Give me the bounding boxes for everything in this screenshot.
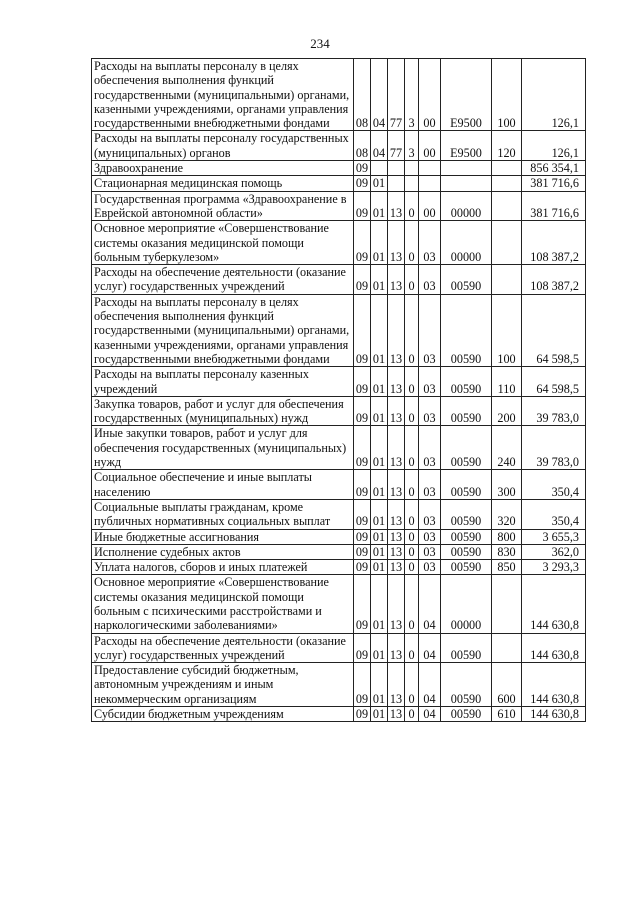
table-row [92, 191, 586, 221]
row-section-code: 08 [354, 59, 371, 131]
row-subsection-code: 01 [371, 499, 388, 529]
row-amount: 126,1 [522, 59, 586, 131]
row-subprogram-code: 0 [405, 560, 419, 575]
row-direction-code: 00 [419, 191, 441, 221]
row-expense-code: 00590 [441, 265, 492, 295]
row-name: Расходы на обеспечение деятельности (оказание услуг) государственных учреждений [92, 265, 354, 295]
row-subsection-code: 01 [371, 176, 388, 191]
table-row [92, 265, 586, 295]
row-expense-code: 00590 [441, 544, 492, 559]
row-expense-code: 00000 [441, 191, 492, 221]
table-row [92, 426, 586, 470]
row-expense-code: Е9500 [441, 59, 492, 131]
row-expense-type-code [492, 176, 522, 191]
row-amount: 39 783,0 [522, 396, 586, 426]
row-name: Предоставление субсидий бюджетным, автономным учреждениям и иным некоммерческим организациям [92, 663, 354, 707]
row-name: Уплата налогов, сборов и иных платежей [92, 560, 354, 575]
table-row [92, 529, 586, 544]
row-section-code: 09 [354, 470, 371, 500]
row-expense-code: 00590 [441, 499, 492, 529]
row-name: Иные бюджетные ассигнования [92, 529, 354, 544]
row-section-code: 09 [354, 161, 371, 176]
row-expense-type-code: 100 [492, 59, 522, 131]
row-section-code: 09 [354, 367, 371, 397]
row-subsection-code [371, 161, 388, 176]
row-expense-type-code: 600 [492, 663, 522, 707]
row-subsection-code: 01 [371, 265, 388, 295]
row-subsection-code: 04 [371, 131, 388, 161]
table-row [92, 633, 586, 663]
table-row [92, 131, 586, 161]
row-subsection-code: 01 [371, 294, 388, 366]
row-name: Расходы на выплаты персоналу в целях обеспечения выполнения функций государственными (муниципальными) органами, казенными учреждениями, органами управления государственными внебюджетными фондами [92, 294, 354, 366]
row-direction-code: 00 [419, 59, 441, 131]
row-program-code: 13 [388, 470, 405, 500]
row-name: Государственная программа «Здравоохранение в Еврейской автономной области» [92, 191, 354, 221]
table-row [92, 294, 586, 366]
row-subprogram-code: 3 [405, 59, 419, 131]
row-subprogram-code: 0 [405, 470, 419, 500]
row-expense-code: 00000 [441, 221, 492, 265]
row-section-code: 08 [354, 131, 371, 161]
row-program-code: 13 [388, 294, 405, 366]
row-amount: 144 630,8 [522, 575, 586, 633]
row-expense-code: 00590 [441, 396, 492, 426]
row-amount: 144 630,8 [522, 663, 586, 707]
row-expense-code: 00590 [441, 633, 492, 663]
row-name: Расходы на выплаты персоналу в целях обеспечения выполнения функций государственными (муниципальными) органами, казенными учреждениями, органами управления государственными внебюджетными фондами [92, 59, 354, 131]
row-expense-type-code: 240 [492, 426, 522, 470]
row-section-code: 09 [354, 294, 371, 366]
row-subsection-code: 01 [371, 426, 388, 470]
row-program-code: 13 [388, 633, 405, 663]
row-direction-code: 03 [419, 265, 441, 295]
row-section-code: 09 [354, 191, 371, 221]
row-expense-type-code: 100 [492, 294, 522, 366]
row-direction-code: 03 [419, 529, 441, 544]
row-amount: 144 630,8 [522, 633, 586, 663]
row-subprogram-code: 0 [405, 396, 419, 426]
row-expense-code: 00590 [441, 367, 492, 397]
row-amount: 108 387,2 [522, 221, 586, 265]
row-program-code: 13 [388, 575, 405, 633]
row-subsection-code: 01 [371, 707, 388, 722]
row-subprogram-code: 0 [405, 633, 419, 663]
page-number: 234 [310, 36, 330, 51]
row-name: Основное мероприятие «Совершенствование системы оказания медицинской помощи больным с психическими расстройствами и наркологическими заболеваниями» [92, 575, 354, 633]
row-program-code: 77 [388, 131, 405, 161]
budget-table-body [92, 59, 586, 722]
row-subsection-code: 01 [371, 221, 388, 265]
row-amount: 64 598,5 [522, 294, 586, 366]
row-name: Здравоохранение [92, 161, 354, 176]
row-direction-code: 03 [419, 544, 441, 559]
row-expense-code: 00590 [441, 470, 492, 500]
row-section-code: 09 [354, 575, 371, 633]
row-expense-type-code: 610 [492, 707, 522, 722]
row-subsection-code: 01 [371, 560, 388, 575]
row-direction-code: 03 [419, 560, 441, 575]
table-row [92, 544, 586, 559]
row-subsection-code: 01 [371, 470, 388, 500]
row-amount: 3 655,3 [522, 529, 586, 544]
row-subprogram-code: 0 [405, 529, 419, 544]
row-program-code: 13 [388, 221, 405, 265]
row-direction-code: 03 [419, 470, 441, 500]
row-expense-type-code [492, 633, 522, 663]
row-expense-code [441, 161, 492, 176]
row-program-code: 13 [388, 396, 405, 426]
row-direction-code: 03 [419, 294, 441, 366]
row-section-code: 09 [354, 499, 371, 529]
row-subprogram-code: 0 [405, 544, 419, 559]
row-program-code: 13 [388, 560, 405, 575]
row-name: Основное мероприятие «Совершенствование системы оказания медицинской помощи больным туберкулезом» [92, 221, 354, 265]
table-row [92, 663, 586, 707]
row-amount: 350,4 [522, 499, 586, 529]
table-row [92, 707, 586, 722]
row-expense-type-code: 830 [492, 544, 522, 559]
row-section-code: 09 [354, 426, 371, 470]
row-subprogram-code: 0 [405, 367, 419, 397]
table-row [92, 221, 586, 265]
row-section-code: 09 [354, 396, 371, 426]
row-program-code [388, 176, 405, 191]
row-amount: 381 716,6 [522, 191, 586, 221]
row-subprogram-code: 0 [405, 221, 419, 265]
row-direction-code [419, 176, 441, 191]
row-expense-code: 00590 [441, 663, 492, 707]
row-subsection-code: 01 [371, 396, 388, 426]
row-expense-type-code [492, 265, 522, 295]
row-section-code: 09 [354, 529, 371, 544]
row-amount: 362,0 [522, 544, 586, 559]
row-section-code: 09 [354, 707, 371, 722]
row-direction-code: 03 [419, 499, 441, 529]
row-subsection-code: 01 [371, 544, 388, 559]
row-direction-code [419, 161, 441, 176]
row-direction-code: 04 [419, 663, 441, 707]
row-expense-type-code: 300 [492, 470, 522, 500]
row-section-code: 09 [354, 265, 371, 295]
row-subsection-code: 04 [371, 59, 388, 131]
row-amount: 64 598,5 [522, 367, 586, 397]
row-expense-code: Е9500 [441, 131, 492, 161]
row-subprogram-code: 0 [405, 426, 419, 470]
table-row [92, 396, 586, 426]
row-name: Закупка товаров, работ и услуг для обеспечения государственных (муниципальных) нужд [92, 396, 354, 426]
row-amount: 350,4 [522, 470, 586, 500]
row-expense-type-code: 110 [492, 367, 522, 397]
row-direction-code: 00 [419, 131, 441, 161]
row-program-code: 13 [388, 544, 405, 559]
row-subprogram-code: 0 [405, 499, 419, 529]
row-expense-type-code: 200 [492, 396, 522, 426]
row-direction-code: 04 [419, 633, 441, 663]
row-expense-code: 00590 [441, 294, 492, 366]
row-subsection-code: 01 [371, 633, 388, 663]
row-program-code: 13 [388, 191, 405, 221]
row-subsection-code: 01 [371, 367, 388, 397]
row-expense-code: 00590 [441, 529, 492, 544]
table-row [92, 367, 586, 397]
table-row [92, 499, 586, 529]
table-row [92, 161, 586, 176]
row-amount: 381 716,6 [522, 176, 586, 191]
row-subsection-code: 01 [371, 575, 388, 633]
row-expense-code: 00590 [441, 426, 492, 470]
row-name: Исполнение судебных актов [92, 544, 354, 559]
table-row [92, 470, 586, 500]
row-name: Социальные выплаты гражданам, кроме публичных нормативных социальных выплат [92, 499, 354, 529]
row-program-code: 13 [388, 367, 405, 397]
row-expense-type-code [492, 221, 522, 265]
row-subsection-code: 01 [371, 529, 388, 544]
row-name: Социальное обеспечение и иные выплаты населению [92, 470, 354, 500]
row-expense-code: 00000 [441, 575, 492, 633]
row-expense-type-code: 320 [492, 499, 522, 529]
row-amount: 39 783,0 [522, 426, 586, 470]
row-direction-code: 03 [419, 396, 441, 426]
row-name: Расходы на выплаты персоналу государственных (муниципальных) органов [92, 131, 354, 161]
row-direction-code: 03 [419, 426, 441, 470]
row-program-code: 13 [388, 426, 405, 470]
row-expense-type-code [492, 161, 522, 176]
row-section-code: 09 [354, 544, 371, 559]
row-subprogram-code: 3 [405, 131, 419, 161]
row-name: Расходы на обеспечение деятельности (оказание услуг) государственных учреждений [92, 633, 354, 663]
row-direction-code: 03 [419, 221, 441, 265]
row-section-code: 09 [354, 176, 371, 191]
row-direction-code: 03 [419, 367, 441, 397]
row-expense-type-code [492, 191, 522, 221]
row-subprogram-code: 0 [405, 265, 419, 295]
row-name: Расходы на выплаты персоналу казенных учреждений [92, 367, 354, 397]
row-amount: 108 387,2 [522, 265, 586, 295]
row-subprogram-code: 0 [405, 663, 419, 707]
row-subsection-code: 01 [371, 191, 388, 221]
table-row [92, 560, 586, 575]
row-expense-type-code [492, 575, 522, 633]
row-subsection-code: 01 [371, 663, 388, 707]
row-expense-type-code: 800 [492, 529, 522, 544]
row-section-code: 09 [354, 560, 371, 575]
row-direction-code: 04 [419, 575, 441, 633]
row-subprogram-code: 0 [405, 575, 419, 633]
table-row [92, 575, 586, 633]
row-subprogram-code: 0 [405, 294, 419, 366]
row-program-code: 13 [388, 707, 405, 722]
row-section-code: 09 [354, 633, 371, 663]
row-name: Субсидии бюджетным учреждениям [92, 707, 354, 722]
row-expense-type-code: 850 [492, 560, 522, 575]
row-name: Стационарная медицинская помощь [92, 176, 354, 191]
row-expense-code: 00590 [441, 560, 492, 575]
row-program-code: 13 [388, 499, 405, 529]
row-amount: 126,1 [522, 131, 586, 161]
budget-table [91, 58, 586, 722]
row-program-code [388, 161, 405, 176]
row-amount: 144 630,8 [522, 707, 586, 722]
row-subprogram-code [405, 176, 419, 191]
row-subprogram-code: 0 [405, 707, 419, 722]
row-expense-code: 00590 [441, 707, 492, 722]
row-direction-code: 04 [419, 707, 441, 722]
row-section-code: 09 [354, 221, 371, 265]
row-program-code: 77 [388, 59, 405, 131]
row-expense-type-code: 120 [492, 131, 522, 161]
row-amount: 3 293,3 [522, 560, 586, 575]
row-expense-code [441, 176, 492, 191]
row-program-code: 13 [388, 529, 405, 544]
table-row [92, 176, 586, 191]
row-name: Иные закупки товаров, работ и услуг для обеспечения государственных (муниципальных) нужд [92, 426, 354, 470]
row-subprogram-code: 0 [405, 191, 419, 221]
row-amount: 856 354,1 [522, 161, 586, 176]
row-subprogram-code [405, 161, 419, 176]
row-section-code: 09 [354, 663, 371, 707]
row-program-code: 13 [388, 663, 405, 707]
row-program-code: 13 [388, 265, 405, 295]
table-row [92, 59, 586, 131]
